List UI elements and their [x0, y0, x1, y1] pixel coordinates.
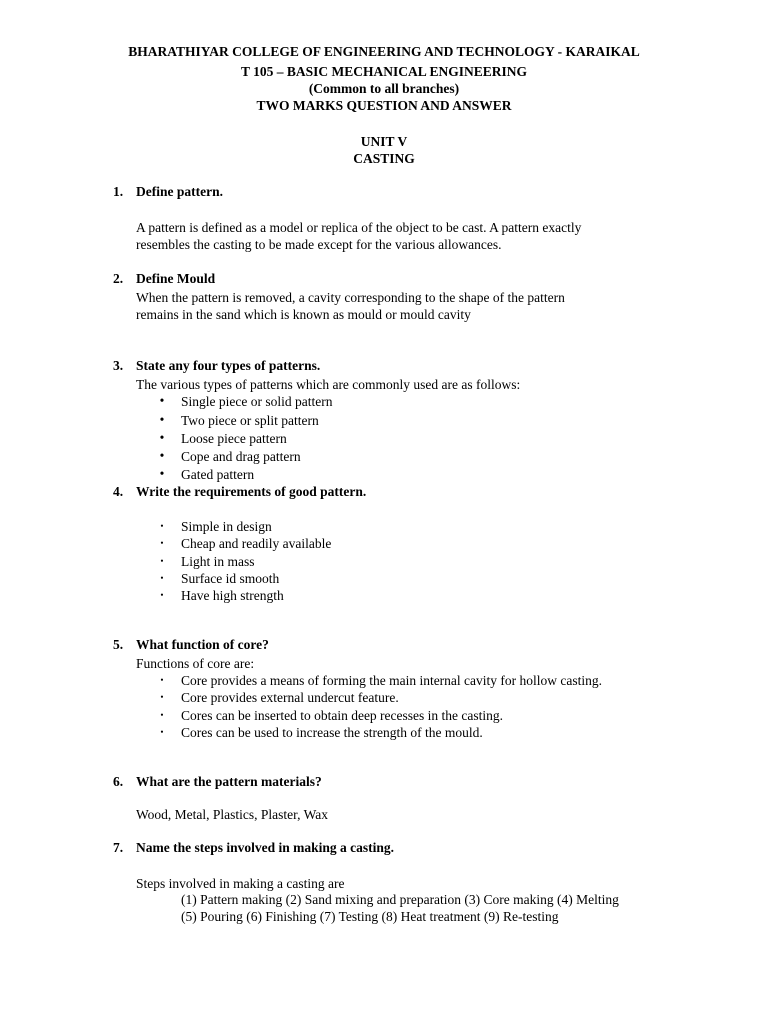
question-title: Define pattern.	[136, 184, 223, 199]
common-note: (Common to all branches)	[308, 81, 460, 96]
answer-intro: Steps involved in making a casting are	[136, 876, 345, 891]
answer-intro: The various types of patterns which are commonly used are as follows:	[136, 377, 521, 392]
list-item: Cores can be used to increase the strength of the mould.	[181, 725, 483, 740]
list-item: Surface id smooth	[181, 571, 280, 586]
answer-line: When the pattern is removed, a cavity corresponding to the shape of the pattern	[136, 290, 565, 305]
list-item: Cope and drag pattern	[181, 449, 301, 464]
question-number: 5.	[113, 637, 124, 652]
answer-line: resembles the casting to be made except for the various allowances.	[136, 237, 502, 252]
bullet-icon: •	[159, 430, 165, 445]
list-item: Core provides a means of forming the main internal cavity for hollow casting.	[181, 673, 603, 688]
answer-intro: Functions of core are:	[136, 656, 255, 671]
bullet-icon: •	[160, 675, 164, 685]
bullet-icon: •	[160, 692, 164, 702]
question-number: 4.	[113, 484, 124, 499]
answer-line: Wood, Metal, Plastics, Plaster, Wax	[136, 807, 329, 822]
bullet-icon: •	[160, 538, 164, 548]
list-item: Loose piece pattern	[181, 431, 287, 446]
bullet-icon: •	[160, 727, 164, 737]
question-number: 3.	[113, 358, 124, 373]
question-title: Write the requirements of good pattern.	[136, 484, 367, 499]
answer-line: (5) Pouring (6) Finishing (7) Testing (8) Heat treatment (9) Re-testing	[181, 909, 559, 924]
list-item: Cores can be inserted to obtain deep recesses in the casting.	[181, 708, 504, 723]
question-title: What are the pattern materials?	[136, 774, 322, 789]
course-title: T 105 – BASIC MECHANICAL ENGINEERING	[241, 64, 527, 79]
bullet-icon: •	[160, 573, 164, 583]
question-number: 1.	[113, 184, 124, 199]
question-number: 2.	[113, 271, 124, 286]
bullet-icon: •	[159, 412, 165, 427]
question-title: Define Mould	[136, 271, 216, 286]
question-title: What function of core?	[136, 637, 269, 652]
list-item: Simple in design	[181, 519, 272, 534]
bullet-icon: •	[160, 556, 164, 566]
topic-title: CASTING	[353, 151, 415, 166]
bullet-icon: •	[159, 393, 165, 408]
bullet-icon: •	[159, 448, 165, 463]
list-item: Have high strength	[181, 588, 284, 603]
college-name: BHARATHIYAR COLLEGE OF ENGINEERING AND TECHNOLOGY - KARAIKAL	[128, 44, 640, 59]
bullet-icon: •	[160, 521, 164, 531]
list-item: Cheap and readily available	[181, 536, 332, 551]
list-item: Core provides external undercut feature.	[181, 690, 399, 705]
list-item: Single piece or solid pattern	[181, 394, 333, 409]
list-item: Two piece or split pattern	[181, 413, 319, 428]
question-number: 7.	[113, 840, 124, 855]
unit-title: UNIT V	[360, 134, 408, 149]
document-type: TWO MARKS QUESTION AND ANSWER	[256, 98, 512, 113]
bullet-icon: •	[160, 710, 164, 720]
question-title: State any four types of patterns.	[136, 358, 321, 373]
bullet-icon: •	[160, 590, 164, 600]
answer-line: A pattern is defined as a model or replica of the object to be cast. A pattern exactly	[136, 220, 582, 235]
bullet-icon: •	[159, 466, 165, 481]
list-item: Light in mass	[181, 554, 255, 569]
answer-line: remains in the sand which is known as mould or mould cavity	[136, 307, 471, 322]
question-title: Name the steps involved in making a casting.	[136, 840, 395, 855]
answer-line: (1) Pattern making (2) Sand mixing and preparation (3) Core making (4) Melting	[181, 892, 619, 907]
list-item: Gated pattern	[181, 467, 255, 482]
question-number: 6.	[113, 774, 124, 789]
